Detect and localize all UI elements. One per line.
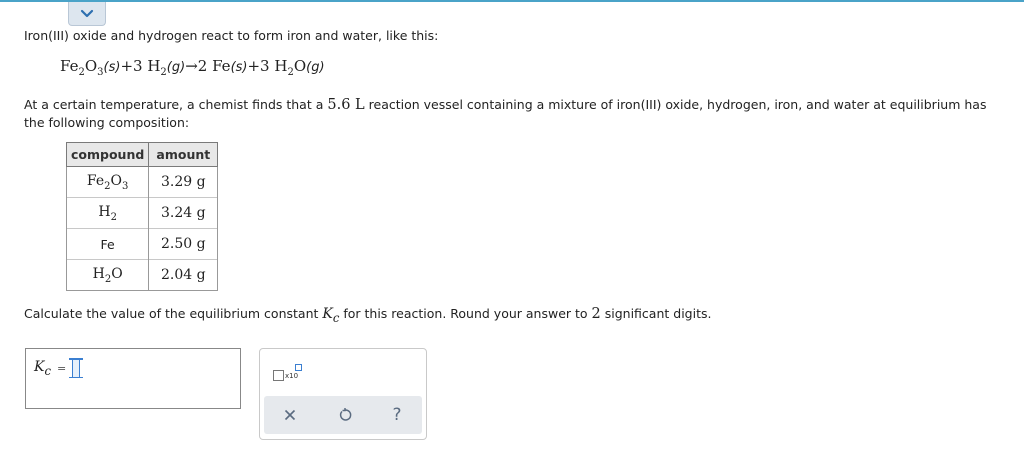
clear-button[interactable] [270, 396, 310, 434]
top-accent-line [0, 0, 1024, 2]
help-icon: ? [392, 405, 402, 425]
chevron-down-icon [80, 9, 94, 19]
tools-panel [259, 348, 427, 440]
amount-cell: 3.29 g [149, 167, 218, 198]
table-row [67, 229, 218, 260]
amount-cell: 3.24 g [149, 198, 218, 229]
header-amount: amount [149, 143, 218, 167]
undo-button[interactable] [325, 396, 365, 434]
mantissa-box-icon [273, 370, 284, 381]
exponent-box-icon [295, 364, 302, 371]
scientific-notation-button[interactable] [273, 363, 303, 385]
table-row [67, 260, 218, 291]
action-bar [264, 396, 422, 434]
answer-input[interactable] [72, 358, 80, 378]
close-icon [284, 409, 296, 421]
equals-sign: = [57, 362, 67, 375]
compound-cell: $H_2O$ [67, 260, 149, 291]
help-button[interactable] [377, 396, 417, 434]
significant-digits: 2 [591, 306, 601, 322]
amount-cell: 2.50 g [149, 229, 218, 260]
collapse-toggle-button[interactable] [68, 2, 106, 26]
vessel-volume: 5.6 L [327, 97, 365, 113]
composition-table [66, 142, 218, 291]
table-row [67, 198, 218, 229]
compound-cell: Fe [67, 229, 149, 260]
compound-cell: $H_2$ [67, 198, 149, 229]
question-paragraph: At a certain temperature, a chemist finds that a 5.6 L reaction vessel containing a mixture of iron(III) oxide, hydrogen, iron, and water at equilibrium has the following composition: [24, 97, 987, 130]
compound-cell: $Fe_2O_3$ [67, 167, 149, 198]
table-row [67, 167, 218, 198]
header-compound: compound [67, 143, 149, 167]
reaction-arrow: → [185, 57, 198, 75]
answer-box[interactable] [25, 348, 241, 409]
kc-label: $K_c$ [34, 359, 51, 378]
table-header-row [67, 143, 218, 167]
question-intro: Iron(III) oxide and hydrogen react to form iron and water, like this: [24, 28, 439, 43]
amount-cell: 2.04 g [149, 260, 218, 291]
x10-label: x10 [285, 372, 299, 380]
chemical-equation: $Fe_2O_3(s)+3$ $H_2(g)\to 2$ Fe(s)+3 $H_2O(g)$ [60, 57, 325, 78]
instruction-text: Calculate the value of the equilibrium constant $K_c$ for this reaction. Round your answer to 2 significant digits. [24, 306, 712, 325]
undo-icon [338, 408, 352, 422]
